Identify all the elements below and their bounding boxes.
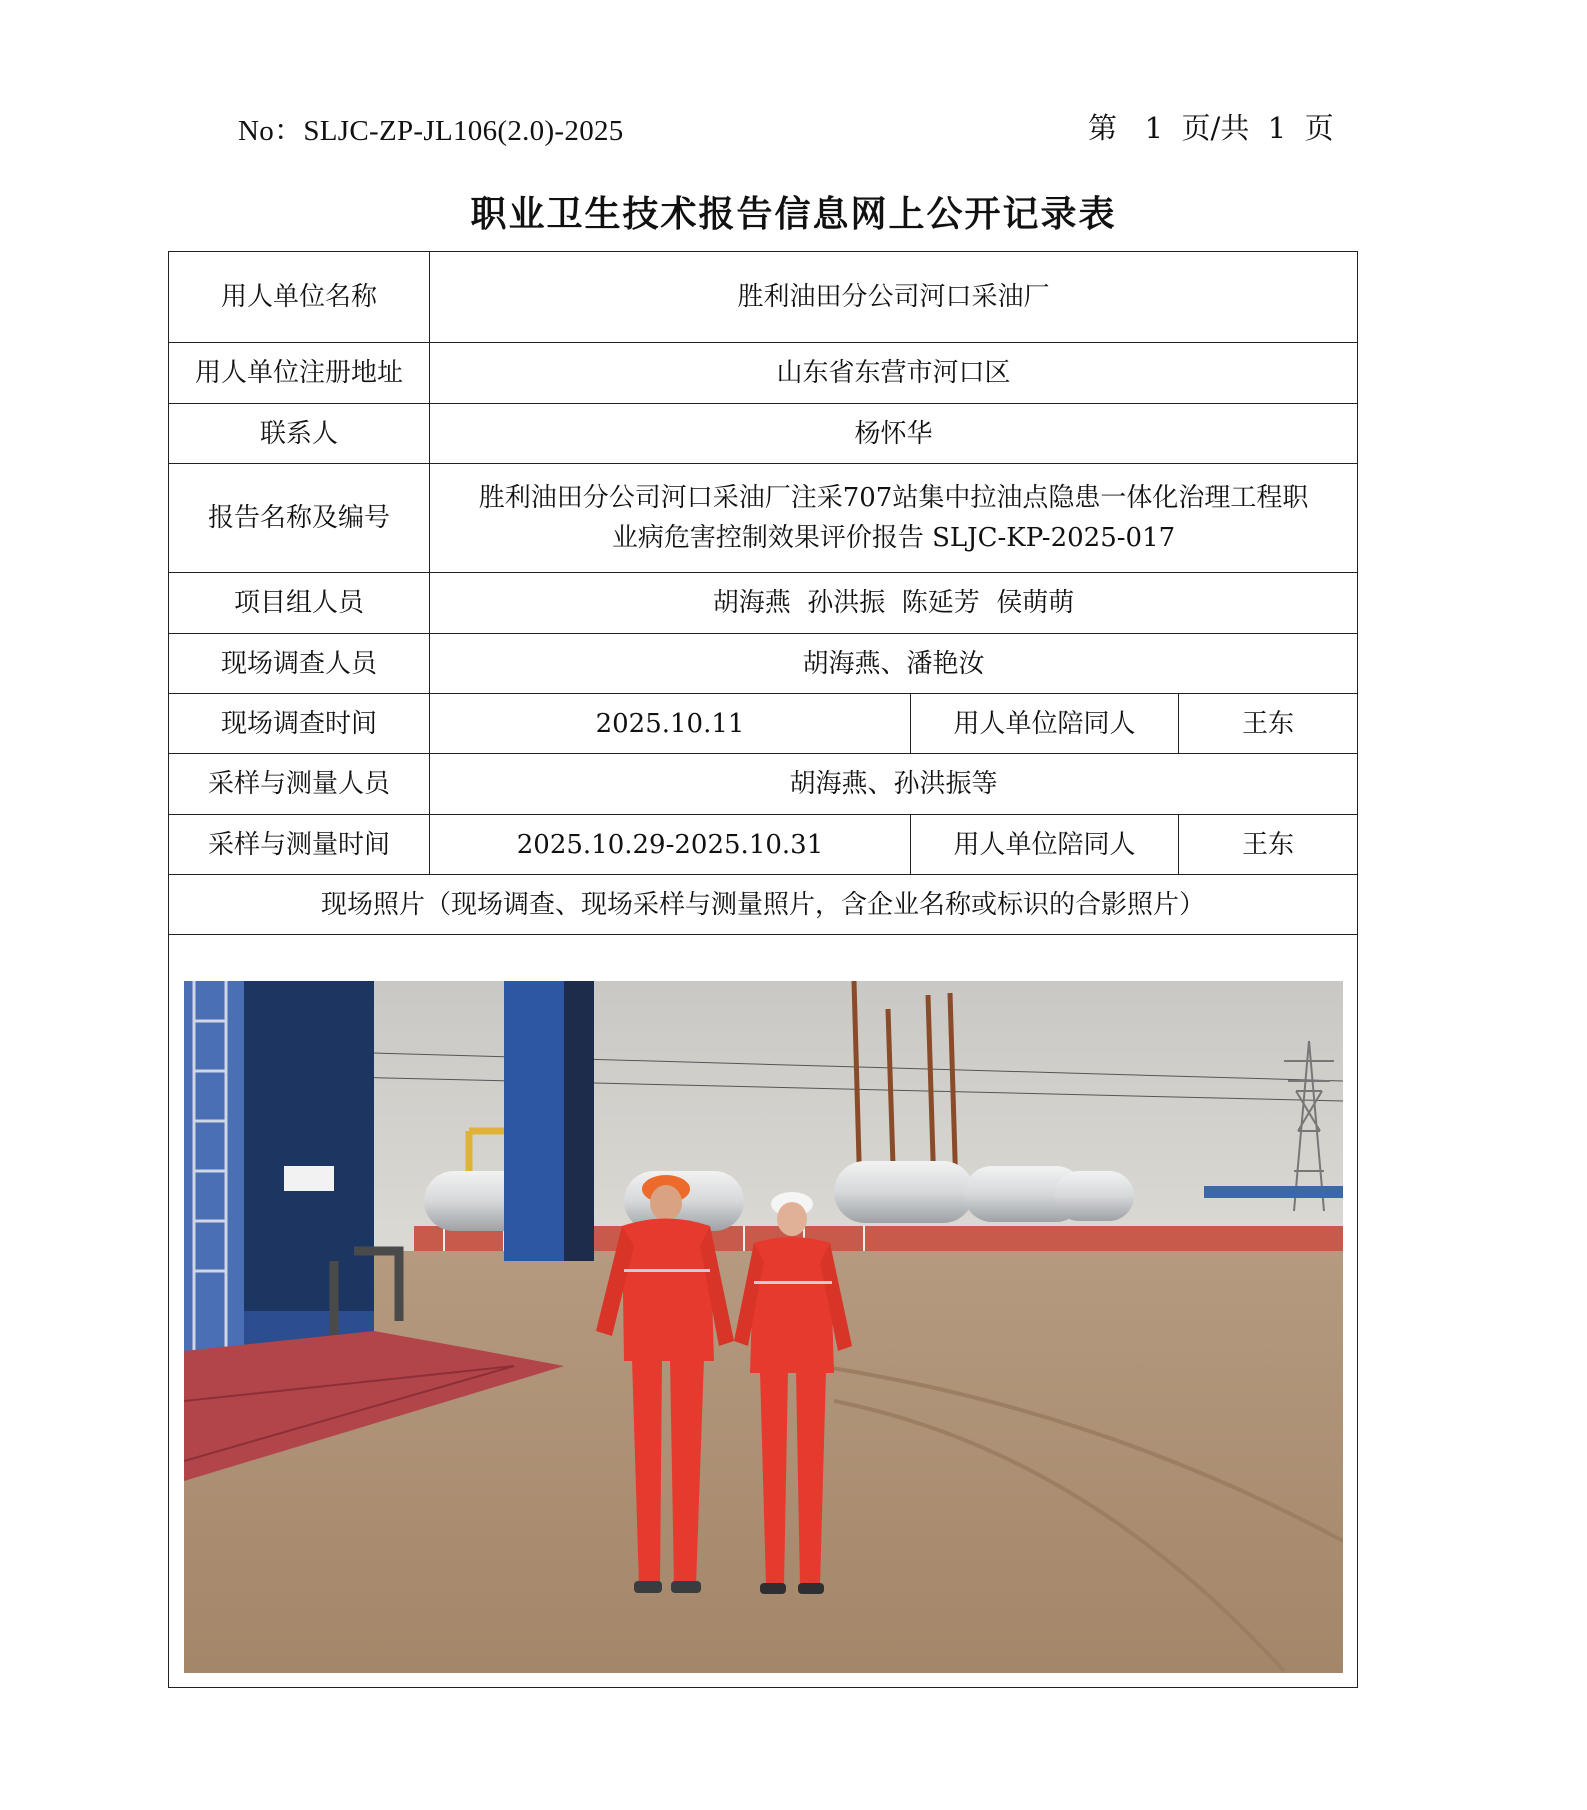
site-photo-illustration: [184, 981, 1343, 1673]
escort-label-2: 用人单位陪同人: [911, 815, 1179, 875]
sampling-staff-label: 采样与测量人员: [169, 754, 430, 815]
contact-label: 联系人: [169, 404, 430, 464]
row-employer-name: [169, 252, 1358, 343]
report-value-line1: 胜利油田分公司河口采油厂注采707站集中拉油点隐患一体化治理工程职: [478, 483, 1309, 513]
row-address: [169, 343, 1358, 404]
address-value: 山东省东营市河口区: [430, 343, 1358, 404]
row-photo: [169, 935, 1358, 1688]
escort-value-2: 王东: [1179, 815, 1358, 875]
employer-name-value: 胜利油田分公司河口采油厂: [430, 252, 1358, 343]
row-team: [169, 573, 1358, 634]
survey-time-value: 2025.10.11: [430, 694, 911, 754]
employer-name-label: 用人单位名称: [169, 252, 430, 343]
report-label: 报告名称及编号: [169, 464, 430, 573]
site-photo: [184, 981, 1343, 1673]
contact-value: 杨怀华: [430, 404, 1358, 464]
survey-time-label: 现场调查时间: [169, 694, 430, 754]
record-form-table: [168, 251, 1358, 1688]
row-sampling-time: [169, 815, 1358, 875]
sampling-time-label: 采样与测量时间: [169, 815, 430, 875]
address-label: 用人单位注册地址: [169, 343, 430, 404]
sampling-staff-value: 胡海燕、孙洪振等: [430, 754, 1358, 815]
survey-staff-value: 胡海燕、潘艳汝: [430, 634, 1358, 694]
document-number: No：SLJC-ZP-JL106(2.0)-2025: [238, 115, 624, 147]
row-contact: [169, 404, 1358, 464]
page-indicator: 第 1 页/共 1 页: [1088, 111, 1334, 145]
report-value: [430, 464, 1358, 573]
row-sampling-staff: [169, 754, 1358, 815]
escort-label-1: 用人单位陪同人: [911, 694, 1179, 754]
team-value: 胡海燕 孙洪振 陈延芳 侯萌萌: [430, 573, 1358, 634]
report-value-line2: 业病危害控制效果评价报告 SLJC-KP-2025-017: [611, 523, 1176, 553]
row-photo-header: [169, 875, 1358, 935]
escort-value-1: 王东: [1179, 694, 1358, 754]
row-survey-time: [169, 694, 1358, 754]
photo-cell: [169, 935, 1358, 1688]
row-report: [169, 464, 1358, 573]
row-survey-staff: [169, 634, 1358, 694]
team-label: 项目组人员: [169, 573, 430, 634]
survey-staff-label: 现场调查人员: [169, 634, 430, 694]
photo-section-label: 现场照片（现场调查、现场采样与测量照片，含企业名称或标识的合影照片）: [169, 875, 1358, 935]
page-title: 职业卫生技术报告信息网上公开记录表: [470, 193, 1117, 235]
sampling-time-value: 2025.10.29-2025.10.31: [430, 815, 911, 875]
